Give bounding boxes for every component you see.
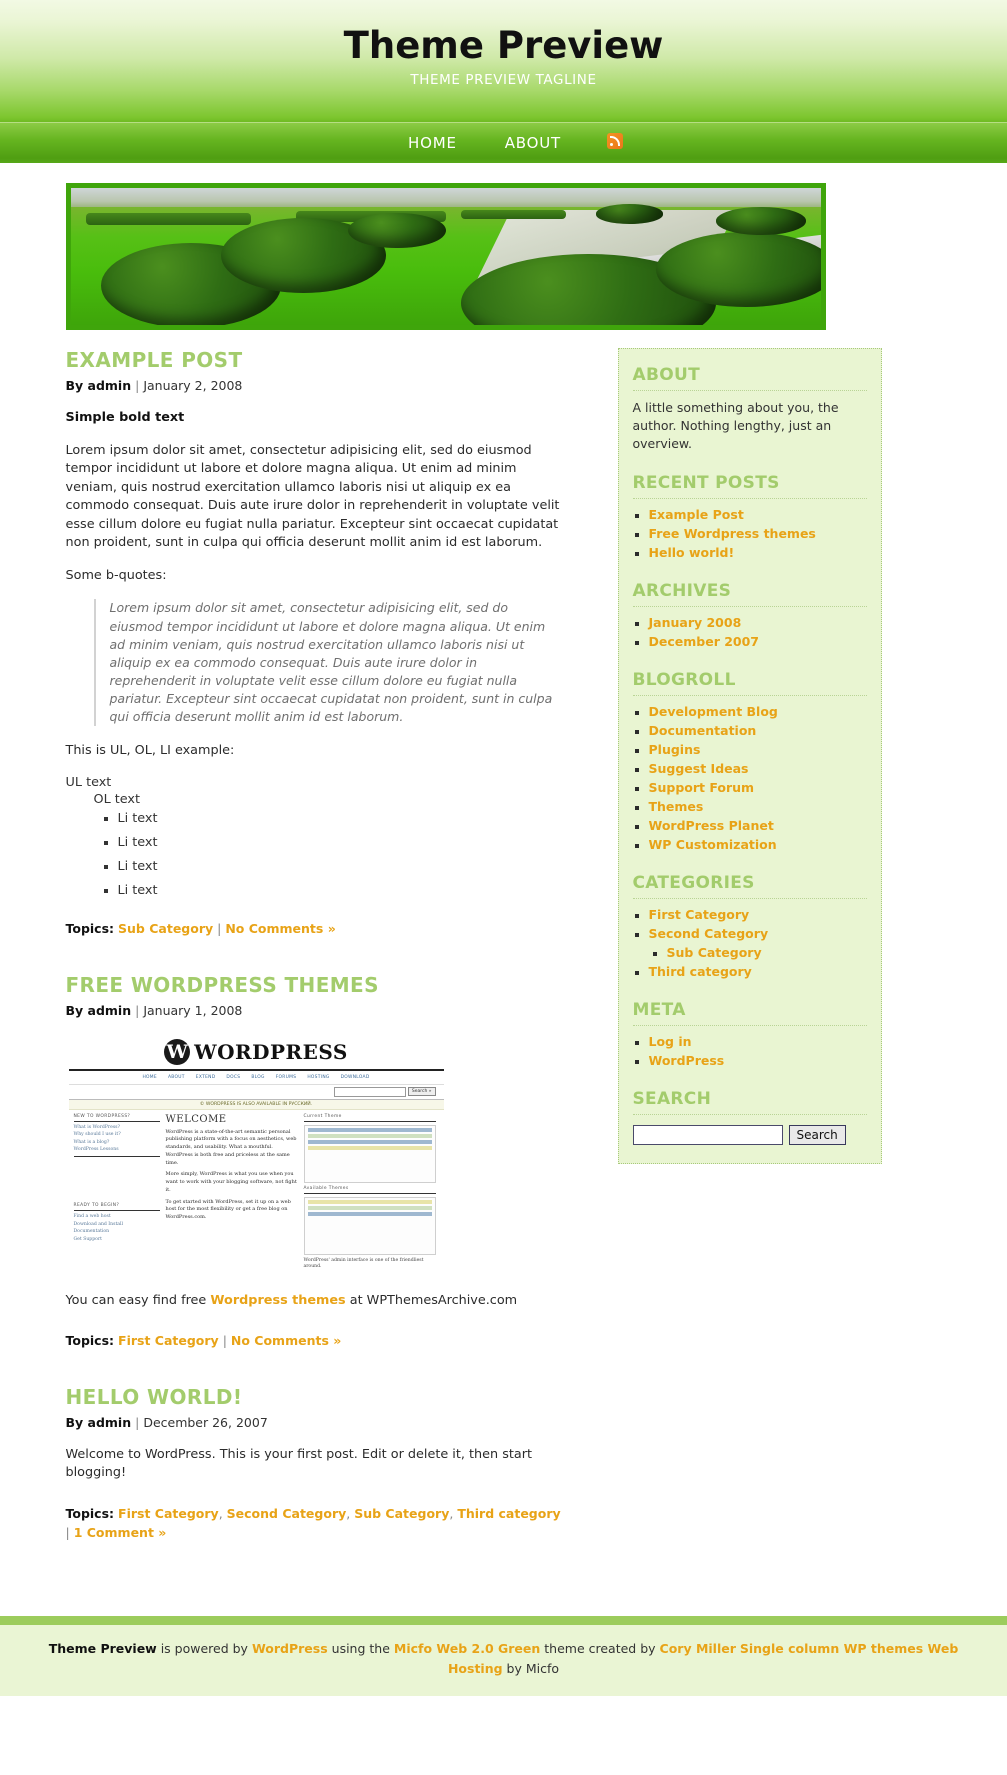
wp-nav-item: DOWNLOAD [340,1074,370,1080]
demo-ordered-list [94,792,564,898]
about-text: A little something about you, the author. Nothing lengthy, just an overview. [632,400,839,452]
wp-columns [69,1110,444,1276]
category-link[interactable]: Third category [648,964,752,980]
meta-separator: | [135,1414,140,1430]
site-title: Theme Preview [343,24,664,67]
post-author: By admin [65,378,132,393]
widget-archives [633,581,867,650]
list-item [649,634,867,650]
post-topics [66,920,564,939]
post-body [66,409,564,898]
post-topics [66,1332,564,1351]
meta-link-login[interactable]: Log in [648,1034,692,1050]
blogroll-link[interactable]: Plugins [648,742,701,758]
wp-search-row [69,1085,444,1100]
wp-panel-bar [308,1140,432,1144]
search-input[interactable] [633,1125,783,1145]
meta-separator: | [135,1002,140,1018]
banner-bush [716,207,806,234]
list-item [649,964,867,980]
wp-col-link: What is WordPress? [73,1124,121,1130]
post-date: January 1, 2008 [143,1002,243,1018]
post-paragraph: Welcome to WordPress. This is your first post. Edit or delete it, then start blogging! [65,1446,533,1481]
topic-link[interactable]: Sub Category [354,1505,450,1521]
topics-label: Topics: [65,1505,115,1521]
wordpress-logo-icon: W [164,1039,190,1065]
topics-separator: | [222,1333,227,1349]
site-tagline: THEME PREVIEW TAGLINE [410,71,597,88]
wp-panel-bar [308,1206,432,1210]
post-body [66,1446,564,1483]
wp-themes-panel [304,1197,436,1255]
footer-link-wordpress[interactable]: WordPress [251,1641,328,1657]
footer-text-2: using the [327,1641,394,1657]
wp-column-middle [166,1114,298,1276]
post-meta [66,1415,564,1430]
blogroll-link[interactable]: Support Forum [648,780,755,796]
list-item [649,907,867,923]
widget-heading-archives: ARCHIVES [633,581,867,607]
wp-nav-item: BLOG [251,1074,265,1080]
widget-blogroll [633,670,867,853]
categories-list [633,907,867,980]
banner-bush [656,232,826,307]
topics-comma: , [449,1505,454,1521]
topics-comma: , [218,1505,223,1521]
topic-link[interactable]: First Category [118,1333,219,1349]
list-item [649,507,867,523]
list-item [649,545,867,561]
topics-separator: | [65,1524,70,1540]
rss-feed-link[interactable] [585,133,623,153]
widget-about [633,365,867,453]
widget-categories [633,873,867,980]
search-form [633,1125,867,1145]
banner-bush [596,204,664,223]
nav-item-about[interactable]: ABOUT [504,134,561,152]
header-banner-image [66,183,826,330]
wp-panel-bar [308,1146,432,1150]
blogroll-link[interactable]: WP Customization [648,837,777,853]
post-author: By admin [65,1002,132,1018]
ul-item [66,775,564,898]
wp-column-right [304,1114,436,1276]
ul-text: UL text [65,774,112,790]
post-date: January 2, 2008 [143,378,243,393]
list-item [649,742,867,758]
post-body [66,1292,564,1311]
post-free-wordpress-themes [66,973,564,1351]
wp-panel-title: Current Theme [304,1114,436,1122]
archive-link[interactable]: January 2008 [648,615,742,631]
wordpress-wordmark: WORDPRESS [194,1039,348,1064]
banner-hedge [461,210,566,220]
footer-divider [0,1616,1007,1625]
topic-link[interactable]: Sub Category [118,920,214,936]
footer-link-hosting[interactable]: Single column WP themes Web Hosting [447,1641,959,1676]
widget-heading-meta: META [633,1000,867,1026]
post-example-post [66,348,564,939]
wp-nav-item: HOSTING [307,1074,330,1080]
wp-theme-panel [304,1125,436,1183]
wp-nav-item: HOME [142,1074,157,1080]
sidebar [618,348,882,1164]
banner-bush [348,213,446,249]
rss-icon [607,133,623,149]
wp-col-link: WordPress Lessons [73,1147,119,1153]
list-item [649,761,867,777]
demo-unordered-list [66,775,564,898]
blogroll-link[interactable]: WordPress Planet [648,818,774,834]
subcategories-list [649,945,867,961]
recent-post-link[interactable]: Free Wordpress themes [648,526,816,542]
wp-col-link: Find a web host [73,1214,111,1220]
list-item: ▪ Li text [118,883,564,898]
blogroll-link[interactable]: Development Blog [648,704,778,720]
topics-label: Topics: [65,1333,115,1349]
wp-paragraph: To get started with WordPress, set it up on a web host for the most flexibility or get a free blog on WordPress.com. [165,1198,291,1221]
topics-label: Topics: [65,920,115,936]
wp-russian-note: © WORDPRESS IS ALSO AVAILABLE IN РУССКИЙ. [69,1100,444,1110]
wp-logo-row [69,1035,444,1071]
list-item: ▪ Li text [118,835,564,850]
list-item: ▪ Li text [118,811,564,826]
page-wrapper [64,183,944,1616]
widget-heading-about: ABOUT [633,365,867,391]
widget-meta [633,1000,867,1069]
footer-text-4: by Micfo [502,1660,560,1676]
main-navigation [0,122,1007,163]
topics-separator: | [217,920,222,936]
wp-search-button: Search » [408,1087,436,1096]
wp-panel-bar [308,1212,432,1216]
wp-col-link: Download and Install [73,1221,123,1227]
main-content [64,348,564,1576]
comments-link[interactable]: No Comments » [230,1333,342,1349]
wp-panel-caption: WordPress' admin interface is one of the friendliest around. [303,1257,424,1270]
wp-col-link: Documentation [73,1229,110,1235]
post-meta [66,1003,564,1018]
list-item [649,615,867,631]
wp-column-left [74,1114,160,1276]
widget-heading-recent-posts: RECENT POSTS [633,473,867,499]
blogroll-link[interactable]: Documentation [648,723,757,739]
blockquote-intro: Some b-quotes: [65,567,167,583]
post-bold-lead: Simple bold text [65,410,185,425]
list-item [649,799,867,815]
post-date: December 26, 2007 [143,1414,268,1430]
footer-text-1: is powered by [156,1641,252,1657]
widget-heading-search: SEARCH [633,1089,867,1115]
wp-nav-item: EXTEND [195,1074,216,1080]
topic-link[interactable]: Second Category [226,1505,347,1521]
wp-col-link: What is a blog? [73,1139,110,1145]
subcategory-link[interactable]: Sub Category [666,945,762,961]
list-item [649,526,867,542]
meta-list [633,1034,867,1069]
nav-item-home[interactable]: HOME [408,134,457,152]
list-item [649,723,867,739]
post-topics [66,1505,564,1543]
post-caption [66,1292,564,1311]
recent-posts-list [633,507,867,561]
wp-welcome-heading: WELCOME [165,1113,227,1125]
ol-text: OL text [93,791,141,807]
wp-nav [69,1071,444,1085]
blogroll-link[interactable]: Suggest Ideas [648,761,749,777]
topic-link[interactable]: First Category [118,1505,219,1521]
ol-item [94,792,564,898]
list-item [649,818,867,834]
post-author: By admin [65,1414,132,1430]
meta-link-wordpress[interactable]: WordPress [648,1053,725,1069]
site-footer [0,1625,1007,1696]
footer-link-theme[interactable]: Micfo Web 2.0 Green [393,1641,541,1657]
widget-heading-blogroll: BLOGROLL [633,670,867,696]
widget-heading-categories: CATEGORIES [633,873,867,899]
list-item [649,1053,867,1069]
list-item [649,926,867,961]
archive-link[interactable]: December 2007 [648,634,759,650]
wp-panel-title: Available Themes [304,1186,436,1194]
wp-col-link: Get Support [73,1236,102,1242]
category-link[interactable]: First Category [648,907,750,923]
post-title[interactable]: FREE WORDPRESS THEMES [65,972,379,997]
wp-search-input [334,1087,406,1097]
list-item [649,1034,867,1050]
blogroll-list [633,704,867,853]
topics-comma: , [346,1505,351,1521]
post-title[interactable]: EXAMPLE POST [65,348,243,372]
footer-site-name: Theme Preview [48,1641,157,1657]
caption-link[interactable]: Wordpress themes [210,1292,346,1308]
list-item [649,780,867,796]
blogroll-link[interactable]: Themes [648,799,704,815]
content-row [64,348,944,1616]
recent-post-link[interactable]: Example Post [648,507,744,523]
list-item [649,837,867,853]
wp-panel-bar [308,1128,432,1132]
topic-link[interactable]: Third category [457,1505,561,1521]
wp-nav-item: ABOUT [167,1074,185,1080]
post-meta [66,378,564,393]
wordpress-homepage-screenshot [68,1034,445,1276]
post-title[interactable]: HELLO WORLD! [65,1384,243,1409]
meta-separator: | [135,378,140,393]
list-item [667,945,867,961]
post-hello-world [66,1385,564,1543]
wp-col-heading: NEW TO WORDPRESS? [74,1114,160,1122]
wp-paragraph: WordPress is a state-of-the-art semantic personal publishing platform with a focus on aesthetics, web standards, and usability. What a mouthful. WordPress is both free and priceless at the same time. [165,1128,297,1166]
demo-inner-list [118,811,564,898]
comments-link[interactable]: No Comments » [225,920,336,936]
post-paragraph: Lorem ipsum dolor sit amet, consectetur adipisicing elit, sed do eiusmod tempor incididunt ut labore et dolore magna aliqua. Ut enim ad minim veniam, quis nostrud exercitation ullamco laboris nisi ut aliquip ex ea commodo consequat. Duis aute irure dolor in reprehenderit in voluptate velit esse cillum dolore eu fugiat nulla pariatur. Excepteur sint occaecat cupidatat non proident, sunt in culpa qui officia deserunt mollit anim id est laborum. [65,442,560,551]
widget-search [633,1089,867,1145]
widget-recent-posts [633,473,867,561]
list-item: ▪ Li text [118,859,564,874]
wp-panel-bar [308,1200,432,1204]
caption-before: You can easy find free [65,1292,211,1308]
comments-link[interactable]: 1 Comment » [73,1524,167,1540]
list-item [649,704,867,720]
footer-text-3: theme created by [540,1641,660,1657]
banner-hedge [86,213,251,225]
archives-list [633,615,867,650]
category-link[interactable]: Second Category [648,926,769,942]
recent-post-link[interactable]: Hello world! [648,545,735,561]
footer-link-author[interactable]: Cory Miller [659,1641,736,1657]
list-intro: This is UL, OL, LI example: [65,743,235,759]
search-button[interactable]: Search [789,1125,846,1145]
post-blockquote: Lorem ipsum dolor sit amet, consectetur adipisicing elit, sed do eiusmod tempor incididunt ut labore et dolore magna aliqua. Ut enim ad minim veniam, quis nostrud exercitation ullamco laboris nisi ut aliquip ex ea commodo consequat. Duis aute irure dolor in reprehenderit in voluptate velit esse cillum dolore eu fugiat nulla pariatur. Excepteur sint occaecat cupidatat non proident, sunt in culpa qui officia deserunt mollit anim id est laborum. [94,599,564,726]
wp-col-link: Why should I use it? [73,1132,121,1138]
wp-paragraph: More simply, WordPress is what you use when you want to work with your blogging software, not fight it. [165,1171,297,1193]
wp-nav-item: FORUMS [275,1074,297,1080]
wp-col-heading-2: READY TO BEGIN? [74,1203,160,1211]
site-masthead [0,0,1007,122]
caption-after: at WPThemesArchive.com [345,1292,518,1308]
wp-nav-item: DOCS [226,1074,241,1080]
wp-panel-bar [308,1134,432,1138]
